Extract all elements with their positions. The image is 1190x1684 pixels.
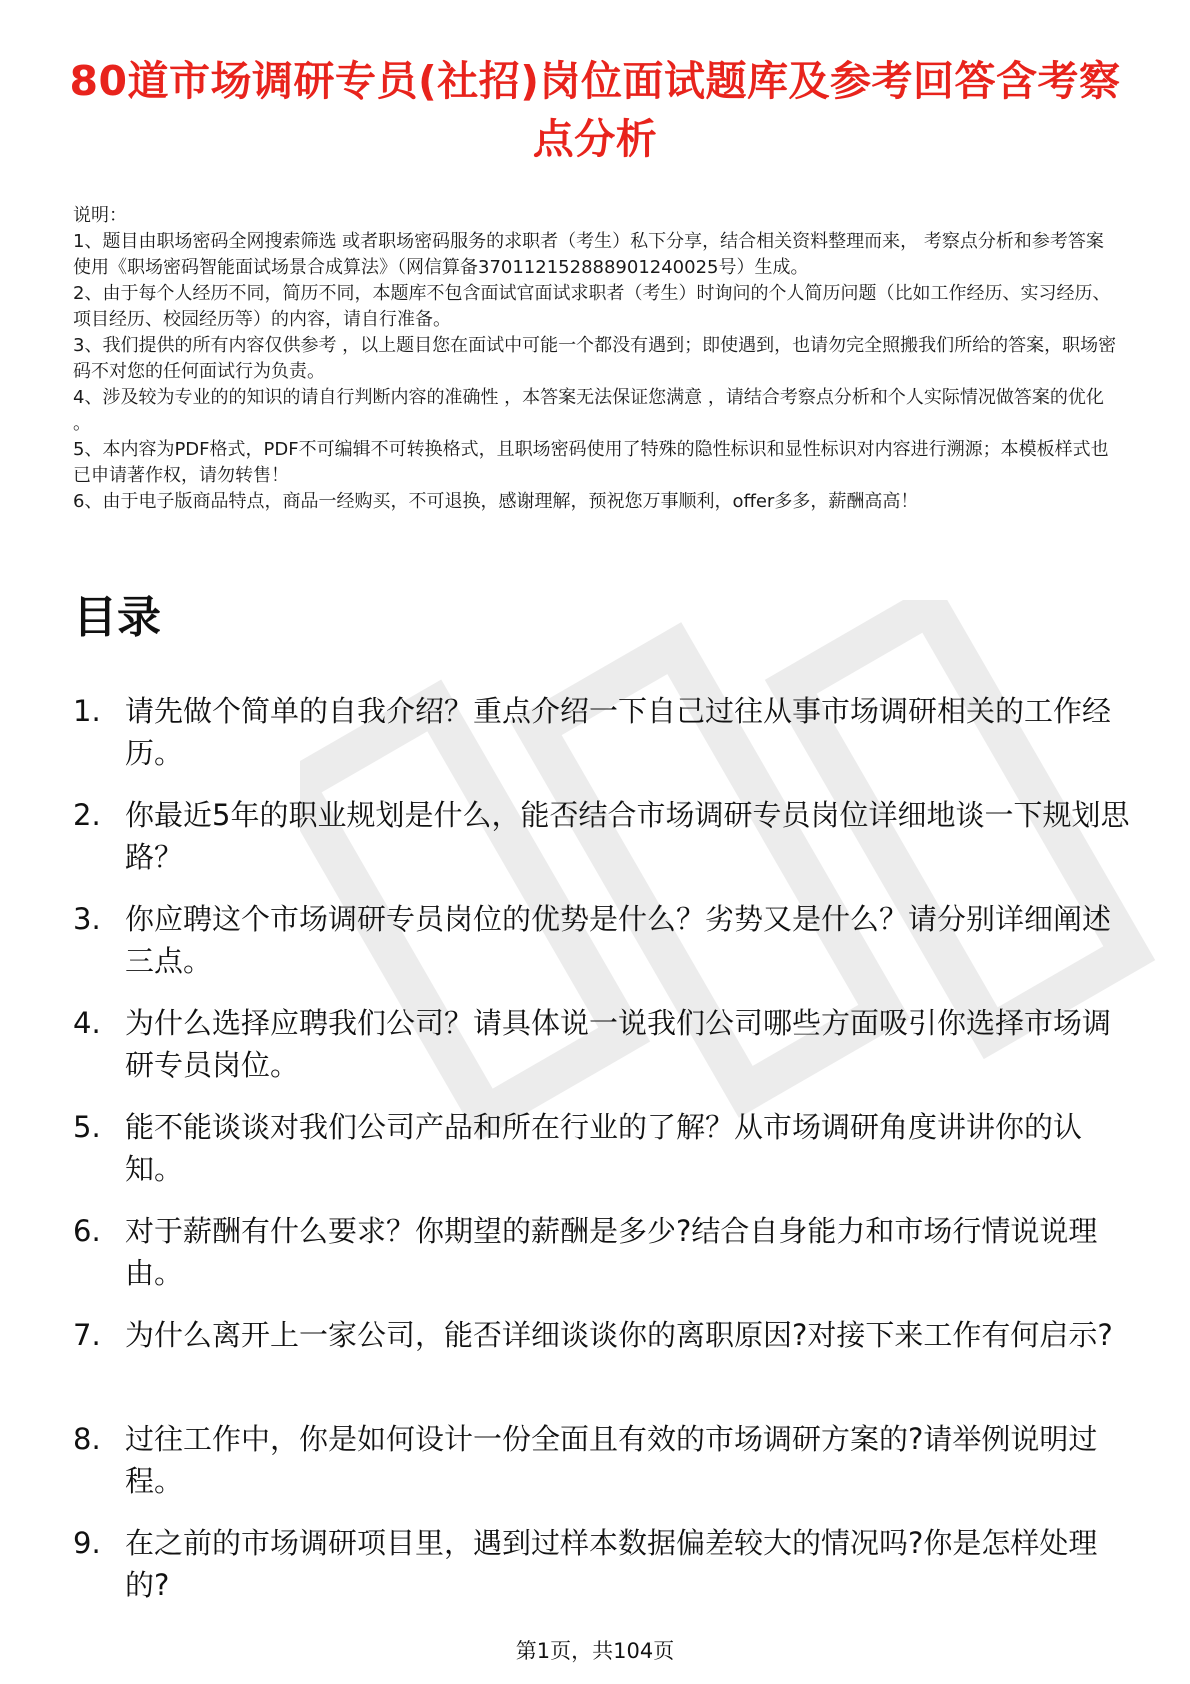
toc-item[interactable] bbox=[73, 1418, 1133, 1522]
toc-item-text: 你应聘这个市场调研专员岗位的优势是什么？劣势又是什么？请分别详细阐述三点。 bbox=[125, 902, 1112, 978]
toc-item-text: 你最近5年的职业规划是什么，能否结合市场调研专员岗位详细地谈一下规划思路？ bbox=[125, 798, 1130, 874]
note-item: 3、我们提供的所有内容仅供参考 ，以上题目您在面试中可能一个都没有遇到；即使遇到，也请勿完全照搬我们所给的答案，职场密码不对您的任何面试行为负责。 bbox=[73, 335, 1117, 382]
toc-item[interactable] bbox=[73, 1314, 1133, 1418]
toc-item-number: 6. bbox=[73, 1214, 101, 1248]
toc-item[interactable] bbox=[73, 690, 1133, 794]
toc-item[interactable] bbox=[73, 1522, 1133, 1626]
toc-item-text: 能不能谈谈对我们公司产品和所在行业的了解？从市场调研角度讲讲你的认知。 bbox=[125, 1110, 1083, 1186]
toc-item-text: 为什么离开上一家公司，能否详细谈谈你的离职原因?对接下来工作有何启示? bbox=[125, 1318, 1113, 1352]
toc-item[interactable] bbox=[73, 1210, 1133, 1314]
toc-item-number: 3. bbox=[73, 902, 101, 936]
toc-item[interactable] bbox=[73, 794, 1133, 898]
note-item: 4、涉及较为专业的的知识的请自行判断内容的准确性 ，本答案无法保证您满意 ，请结合考察点分析和个人实际情况做答案的优化 。 bbox=[73, 387, 1104, 434]
note-item: 5、本内容为PDF格式，PDF不可编辑不可转换格式，且职场密码使用了特殊的隐性标识和显性标识对内容进行溯源；本模板样式也已申请著作权，请勿转售！ bbox=[73, 439, 1109, 486]
toc-item[interactable] bbox=[73, 898, 1133, 1002]
toc-item-number: 2. bbox=[73, 798, 101, 832]
toc-item-number: 4. bbox=[73, 1006, 101, 1040]
note-item: 1、题目由职场密码全网搜索筛选 或者职场密码服务的求职者（考生）私下分享，结合相关资料整理而来， 考察点分析和参考答案使用《职场密码智能面试场景合成算法》（网信算备370112152888901240025号）生成。 bbox=[73, 231, 1104, 278]
toc-item-number: 1. bbox=[73, 694, 101, 728]
notes-section bbox=[73, 203, 1118, 515]
page-footer: 第1页，共104页 bbox=[515, 1639, 675, 1663]
note-item: 2、由于每个人经历不同，简历不同，本题库不包含面试官面试求职者（考生）时询问的个人简历问题（比如工作经历、实习经历、项目经历、校园经历等）的内容，请自行准备。 bbox=[73, 283, 1111, 330]
toc-item-number: 5. bbox=[73, 1110, 101, 1144]
toc-item-text: 对于薪酬有什么要求？你期望的薪酬是多少?结合自身能力和市场行情说说理由。 bbox=[125, 1214, 1098, 1290]
toc-item[interactable] bbox=[73, 1002, 1133, 1106]
toc-item-text: 为什么选择应聘我们公司？请具体说一说我们公司哪些方面吸引你选择市场调研专员岗位。 bbox=[125, 1006, 1112, 1082]
toc-title: 目录 bbox=[73, 592, 161, 643]
toc-item-number: 8. bbox=[73, 1422, 101, 1456]
toc-item-number: 9. bbox=[73, 1526, 101, 1560]
note-item: 6、由于电子版商品特点，商品一经购买，不可退换，感谢理解，预祝您万事顺利，offer多多，薪酬高高！ bbox=[73, 491, 919, 512]
document-title: 80道市场调研专员(社招)岗位面试题库及参考回答含考察点分析 bbox=[69, 57, 1121, 163]
toc-item-text: 过往工作中，你是如何设计一份全面且有效的市场调研方案的?请举例说明过程。 bbox=[125, 1422, 1098, 1498]
toc-item-text: 请先做个简单的自我介绍？重点介绍一下自己过往从事市场调研相关的工作经历。 bbox=[125, 694, 1112, 770]
toc-item-number: 7. bbox=[73, 1318, 101, 1352]
toc-list bbox=[73, 690, 1133, 1626]
toc-item[interactable] bbox=[73, 1106, 1133, 1210]
toc-item-text: 在之前的市场调研项目里，遇到过样本数据偏差较大的情况吗?你是怎样处理的? bbox=[125, 1526, 1098, 1602]
notes-heading: 说明： bbox=[73, 205, 127, 226]
